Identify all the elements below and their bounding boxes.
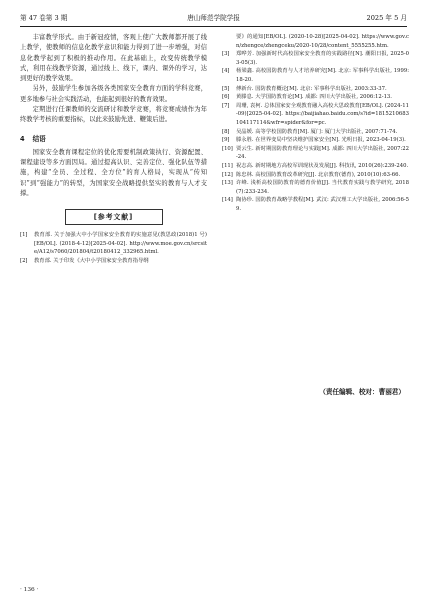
reference-item — [222, 145, 409, 162]
reference-text: 陶协珍. 国防教育战略学教程[M]. 武汉: 武汉理工大学出版社, 2006:56-59. — [236, 197, 409, 212]
reference-number: [8] — [222, 128, 230, 135]
body-paragraph: 定期进行任课教师的交流研讨和教学竞赛，将竞赛成绩作为年终教学考核的重要指标，以此来鼓励先进、鞭策后进。 — [20, 106, 207, 124]
reference-item — [20, 231, 207, 257]
editor-note: （责任编辑、校对：曹丽君） — [319, 388, 405, 396]
header-rule — [20, 26, 407, 27]
reference-number: [9] — [222, 137, 230, 144]
reference-item — [222, 162, 409, 171]
reference-text: 杨梁鑫. 高校国防教育与人才培养研究[M]. 北京: 军事科学出版社, 1999:18-20. — [236, 68, 409, 83]
reference-text: 贾云生. 新时期国防教育理论与实践[M]. 成都: 四川大学出版社, 2007:22-24. — [236, 145, 409, 161]
section-title: 结语 — [32, 134, 46, 143]
reference-text: 要》的通知[EB/OL]. (2020-10-28)[2025-04-02]. https://www.gov.cn/zhengce/zhengceku/2020-10/28/content_5555255.htm. — [236, 34, 409, 49]
journal-name: 唐山师范学院学报 — [187, 14, 240, 22]
page-number: · 136 · — [20, 587, 39, 593]
reference-number: [3] — [222, 51, 230, 58]
reference-number: [11] — [222, 162, 233, 169]
reference-text: 教育部. 关于印发《大中小学国家安全教育指导纲 — [34, 257, 149, 264]
reference-item — [222, 171, 409, 180]
reference-text: 郑哗芳. 加强新时代高校国家安全教育的实践路径[N]. 潮阳日报, 2025-03-05(3). — [236, 51, 409, 66]
reference-number: [14] — [222, 197, 233, 204]
reference-text: 傅新台. 国防教育概论[M]. 北京: 军事科学出版社, 2003:33-37. — [236, 85, 387, 92]
reference-item — [222, 85, 409, 94]
reference-item — [20, 257, 207, 266]
reference-number: [1] — [20, 232, 28, 239]
reference-item — [222, 33, 409, 50]
section-heading — [20, 134, 207, 145]
reference-text: 陈忠林. 高校国防教育改革研究[J]. 北京教育(德育), 2010(10):63-66. — [236, 171, 401, 178]
reference-item — [222, 93, 409, 102]
reference-text: 周珊, 袁柯. 总体国家安全观教育融入高校大思政教育[EB/OL]. (2024-11-09)[2025-04-02]. https://baijiahao.baidu.com/s?id=1815210683104117114&wfr=spider&for=pc. — [236, 102, 409, 126]
right-column — [222, 33, 409, 213]
issue-date: 2025 年 5 月 — [366, 14, 407, 22]
reference-number: [10] — [222, 145, 233, 152]
reference-item — [222, 50, 409, 67]
reference-item — [222, 179, 409, 196]
reference-number — [222, 33, 236, 50]
reference-number: [6] — [222, 94, 230, 101]
left-column — [20, 33, 207, 266]
running-header — [20, 12, 407, 24]
body-paragraph: 丰富教学形式。由于新冠疫情，客观上使广大教师都开展了线上教学，使教师的信息化教学意识和能力得到了进一步增强，对信息化教学起到了积极的推动作用。在此基础上，改变传统教学模式，利用在线教学资源，通过线上、线下，课内、课外的学习，达到更好的教学效果。 — [20, 34, 207, 83]
conclusion-paragraph: 国家安全教育课程定位的优化需要机制政策执行、资源配置、课程建设等多方面因局。通过提高认识、完善定位、强化队伍等措施，构建“全员、全过程、全方位”的育人格局，实现从“传知识”到“强能力”的转型，为国家安全战略提供坚实的教育与人才支撑。 — [20, 148, 207, 197]
volume-issue: 第 47 卷第 3 期 — [20, 14, 68, 22]
reference-number: [12] — [222, 171, 233, 178]
reference-text: 许峰. 浅析高校国防教育的德育价值[J]. 当代教育实践与教学研究, 2018(7):233-234. — [236, 180, 409, 195]
reference-number: [5] — [222, 85, 230, 92]
reference-text: 教育部. 关于加强大中小学国家安全教育的实施意见(教思政(2018)1 号)[EB/OL]. (2018-4-12)[2025-04-02]. http://www.moe.gov.cn/srcsite/A12/s7060/201804/t20180412_332965.html. — [34, 232, 207, 256]
body-paragraph: 另外，鼓励学生参加各级各类国家安全教育方面的学科竞赛，更多地参与社会实践活动，也能起到很好的教育效果。 — [20, 85, 207, 103]
reference-number: [7] — [222, 102, 230, 109]
references-heading: [参考文献] — [65, 209, 163, 225]
reference-text: 黄滕息. 大学国防教育论[M]. 成都: 四川大学出版社, 2006:12-13. — [236, 94, 392, 101]
reference-text: 滕永胜. 在世界变局中坚决维护国家安全[N]. 光明日报, 2023-04-19(3). — [236, 137, 406, 144]
reference-text: 祝志高. 新时期地方高校军训现状及发展[J]. 科技讯, 2010(26):239-240. — [236, 162, 409, 169]
reference-number: [4] — [222, 68, 230, 75]
reference-number: [2] — [20, 257, 28, 264]
reference-item — [222, 136, 409, 145]
reference-number: [13] — [222, 180, 233, 187]
reference-item — [222, 67, 409, 84]
reference-item — [222, 128, 409, 137]
section-number: 4 — [20, 134, 25, 143]
reference-text: 吴晶媛. 高等学校国防教育[M]. 厦门: 厦门大学出版社, 2007:71-74. — [236, 128, 398, 135]
reference-item — [222, 102, 409, 128]
reference-item — [222, 196, 409, 213]
